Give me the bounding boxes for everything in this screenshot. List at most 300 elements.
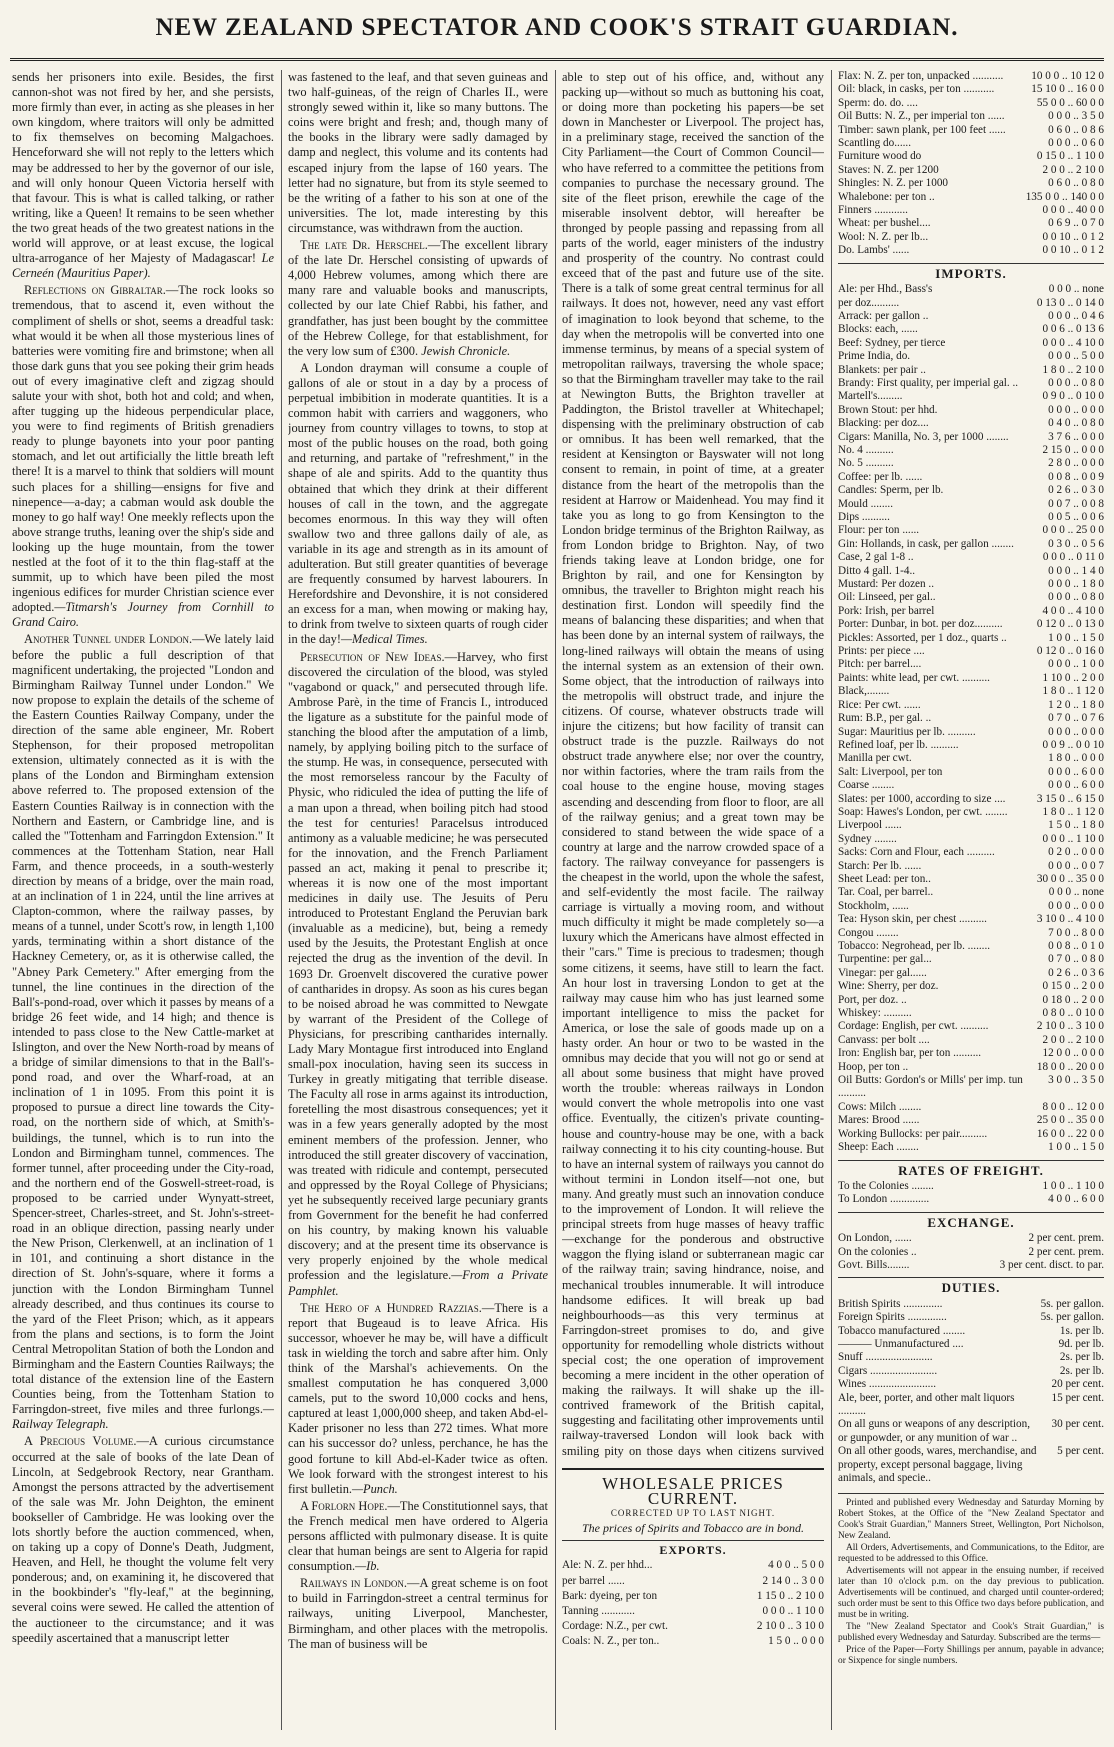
price-row	[838, 739, 1104, 752]
price-item: Vinegar: per gal......	[838, 966, 927, 979]
freight-heading: RATES OF FREIGHT.	[838, 1160, 1104, 1177]
price-row	[838, 1074, 1104, 1101]
masthead-rule	[10, 58, 1104, 61]
price-row	[838, 1141, 1104, 1154]
article-paragraph: was fastened to the leaf, and that seven guineas and two half-guineas, of the reign of Charles II., were strongly sewed within it, like so many buttons. The coins were bright and fresh; and, though many of the books in the library were sadly damaged by damp and neglect, this volume and its contents had escaped injury from the lapse of 160 years. The letter had no signature, but from its style seemed to be the writing of a father to his son at one of the universities. The lot, made interesting by this circumstance, was withdrawn from the auction.	[288, 70, 548, 235]
price-item: Pickles: Assorted, per 1 doz., quarts ..	[838, 631, 1007, 644]
price-item: Sugar: Mauritius per lb. ..........	[838, 725, 976, 738]
price-item: Martell's.........	[838, 390, 903, 403]
price-row	[838, 498, 1104, 511]
price-row	[838, 833, 1104, 846]
price-value: 1 8 0 .. 1 12 0	[1042, 805, 1104, 818]
article-source: —From a Private Pamphlet.	[288, 1268, 548, 1298]
price-item: Candles: Sperm, per lb.	[838, 484, 944, 497]
price-item: Turpentine: per gal...	[838, 953, 932, 966]
price-item: Prime India, do.	[838, 350, 911, 363]
price-value: 2 15 0 .. 0 0 0	[1042, 443, 1104, 456]
price-row	[838, 364, 1104, 377]
price-row	[838, 323, 1104, 336]
price-value: 0 0 0 .. 0 8 0	[1048, 591, 1104, 604]
price-item: Ale, beer, porter, and other malt liquors ..........	[838, 1391, 1015, 1417]
price-value: 1 10 0 .. 2 0 0	[1042, 671, 1104, 684]
imprint-line: Printed and published every Wednesday and Saturday Morning by Robert Stokes, at the Office of the "New Zealand Spectator and Cook's Strait Guardian," Manners Street, Wellington, Port Nicholson, New Zealand.	[838, 1498, 1104, 1542]
price-value: 1s. per lb.	[1059, 1324, 1104, 1337]
price-row	[838, 1232, 1104, 1245]
price-row	[838, 110, 1104, 123]
article-heading: The Hero of a Hundred Razzias.	[300, 1300, 482, 1315]
price-value: 0 0 0 .. 0 8 0	[1048, 376, 1104, 389]
price-value: 15 10 0 .. 16 0 0	[1031, 83, 1104, 96]
price-item: Refined loaf, per lb. ..........	[838, 738, 959, 751]
price-value: 10 0 0 .. 10 12 0	[1031, 70, 1104, 82]
price-row	[838, 605, 1104, 618]
price-item: Sacks: Corn and Flour, each ..........	[838, 846, 995, 859]
price-value: 0 6 0 .. 0 8 0	[1048, 177, 1104, 190]
price-row	[838, 900, 1104, 913]
price-item: Beef: Sydney, per tierce	[838, 336, 946, 349]
price-row	[838, 217, 1104, 230]
price-row	[838, 1338, 1104, 1351]
price-row	[838, 390, 1104, 403]
price-item: Foreign Spirits ..............	[838, 1311, 947, 1324]
price-value: 0 0 0 .. 0 0 7	[1048, 859, 1104, 872]
price-value: 3 15 0 .. 6 15 0	[1036, 792, 1104, 805]
railway-article-wrap	[562, 70, 824, 1460]
price-value: 0 7 0 .. 0 8 0	[1048, 953, 1104, 966]
price-value: 0 0 10 .. 0 1 2	[1042, 230, 1104, 243]
price-row	[838, 1007, 1104, 1020]
price-row	[838, 779, 1104, 792]
price-item: Bark: dyeing, per ton	[562, 1589, 658, 1602]
price-row	[838, 1193, 1104, 1206]
price-value: 0 6 0 .. 0 8 6	[1048, 123, 1104, 136]
price-item: Sperm: do. do. ....	[838, 96, 918, 109]
price-value: 55 0 0 .. 60 0 0	[1036, 96, 1104, 109]
price-row	[838, 980, 1104, 993]
price-value: 4 0 0 .. 4 10 0	[1042, 604, 1104, 617]
price-row	[838, 1365, 1104, 1378]
price-item: Rice: Per cwt. ......	[838, 698, 921, 711]
price-row	[838, 70, 1104, 83]
price-row	[838, 726, 1104, 739]
price-value: 5 per cent.	[1057, 1445, 1104, 1458]
article-paragraph: able to step out of his office, and, without any packing up—without so much as buttoning his coat, or doing more than pocketing his papers—be set down in Manchester or Liverpool. The project has, in a preliminary stage, received the sanction of the City Parliament—the Court of Common Council—who have referred to a committee the petitions from companies to purchase the necessary ground. The site of the fleet prison, erewhile the cage of the miserable insolvent debtor, will hereafter be thronged by people passing and repassing from all parts of the world, eager ministers of the industry and prosperity of the country. No contrast could exceed that of the past and future use of the site. There is a talk of some great central terminus for all railways. It does not, however, need any vast effort of imagination to look beyond that scheme, to the day when the metropolis will be converted into one immense terminus, by means of a special system of metropolitan railways, traversing the whole space; so that the Birmingham traveller may take to the rail at Newington Butts, the Brighton traveller at Paddington, the Bristol traveller at Whitechapel; dispensing with the preliminary obstruction of cab or omnibus. It has been well remarked, that the resident at Kensington or Bayswater will not long consent to remain, in point of time, at a greater distance from the heart of the metropolis than the resident at Harrow or Maidenhead. You may find it take you as long to go from Kensington to the London bridge terminus of the Brighton Railway, as from London bridge to Brighton. Nay, of two friends taking leave at London bridge, one for Brighton by rail, and one for Kensington by omnibus, the traveller to Brighton might reach his destination first. London will speedily find the means of balancing these disparities; and when that has been done by an internal system of railways, the long-lined railways will obtain the means of using the internal system as an extension of their own. Some object, that the introduction of railways into the metropolis will obstruct trade, and injure the citizens. Of course, whatever obstructs trade will injure the citizens; but how facility of transit can obstruct trade is the puzzle. Railways do not obstruct trade anywhere else; nor over the country, nor within factories, where the tram rails from the coal house to the engine house, moving stages ascending and descending from floor to floor, are all of the railway genius; and a great town may be considered to stand between the wide space of a country at large and the narrow crowded space of a factory. The railway conveyance for passengers is the cheapest in the world, upon the whole the safest, and self-evidently the most facile. The railway carriage is virtually a moving room, and without much difficulty it might be made completely so—a luxury which the Americans have almost effected in their "cars." Time is precious to tradesmen; though some citizens, it seems, have still to learn the fact. An hour lost in traversing London to get at the railway may cause him who has just learned some important intelligence to miss the packet for America, or lose the sale of goods made up on a hasty order. An hour or two to be wasted in the omnibus may decide that you will not go or send at all about some business that might have proved worth the trouble: whereas railways in London would convert the whole metropolis into one vast office. Eventually, the citizen's private counting-house and country-house may be one, with a back railway connecting it to his city counting-house. But to have an internal system of railways you cannot do without termini in London itself—not one, but many. And greatly must such an innovation conduce to the improvement of London. It will relieve the principal streets from huge masses of heavy traffic—exchange for the ponderous and obstructive waggon the flying island or subterranean magic car of the railway train; saving hindrance, noise, and mechanical troubles innumerable. It will introduce handsome edifices. It will break up bad neighbourhoods—as this very terminus at Farringdon-street promises to do, and give opportunity for remodelling whole districts without special cost; the one operation of improvement becoming a mere incident in the other operation of making the railways. It will shake up the ill-contrived framework of the British capital, suggesting and facilitating other improvements until railway-traversed London will look back with smiling pity on those days when citizens survived	[562, 70, 824, 1458]
price-item: Furniture wood do	[838, 150, 922, 163]
price-value: 30 0 0 .. 35 0 0	[1036, 872, 1104, 885]
price-row	[838, 150, 1104, 163]
price-row	[838, 766, 1104, 779]
price-row	[838, 793, 1104, 806]
price-item: Flour: per ton ......	[838, 524, 920, 537]
price-item: Flax: N. Z. per ton, unpacked ...........	[838, 70, 1004, 82]
price-item: Arrack: per gallon ..	[838, 309, 929, 322]
price-item: Finners ............	[838, 204, 908, 217]
price-row	[838, 940, 1104, 953]
price-row	[838, 191, 1104, 204]
price-item: Timber: sawn plank, per 100 feet ......	[838, 123, 1006, 136]
price-item: Porter: Dunbar, in bot. per doz..........	[838, 618, 1003, 631]
price-item: per barrel ......	[562, 1574, 625, 1587]
price-value: 0 9 0 .. 0 10 0	[1042, 390, 1104, 403]
article-heading: Railways in London.	[300, 1576, 408, 1591]
price-value: 0 0 7 .. 0 0 8	[1048, 497, 1104, 510]
price-item: Port, per doz. ..	[838, 993, 907, 1006]
price-row	[838, 672, 1104, 685]
price-row	[838, 632, 1104, 645]
price-item: Blacking: per doz....	[838, 417, 929, 430]
price-item: Tea: Hyson skin, per chest ..........	[838, 913, 987, 926]
price-item: Gin: Hollands, in cask, per gallon ........	[838, 537, 1014, 550]
price-row	[562, 1574, 824, 1589]
price-value: 135 0 0 .. 140 0 0	[1025, 190, 1104, 203]
price-value: 1 0 0 .. 1 5 0	[1048, 1141, 1104, 1154]
price-item: Wine: Sherry, per doz.	[838, 980, 939, 993]
price-row	[838, 337, 1104, 350]
price-item: Cordage: N.Z., per cwt.	[562, 1619, 668, 1632]
price-row	[838, 927, 1104, 940]
price-value: 9d. per lb.	[1058, 1337, 1104, 1350]
price-row	[838, 1246, 1104, 1259]
imprint	[838, 1493, 1104, 1667]
price-value: 0 0 0 .. 4 10 0	[1042, 336, 1104, 349]
price-item: Ditto 4 gall. 1-4..	[838, 564, 916, 577]
price-item: Coffee: per lb. ......	[838, 470, 923, 483]
article-source: Le Cerneén (Mauritius Paper).	[12, 251, 274, 281]
price-row	[838, 350, 1104, 363]
price-value: 1 5 0 .. 1 8 0	[1048, 819, 1104, 832]
price-item: Snuff ........................	[838, 1351, 933, 1364]
freight-table	[838, 1180, 1104, 1207]
price-value: 2s. per lb.	[1059, 1351, 1104, 1364]
article-heading: The late Dr. Herschel.	[300, 238, 428, 253]
price-item: ——— Unmanufactured ....	[838, 1337, 964, 1350]
price-value: 0 0 0 .. none	[1048, 283, 1104, 296]
price-row	[838, 1418, 1104, 1445]
price-row	[838, 873, 1104, 886]
price-row	[838, 231, 1104, 244]
article-paragraph: sends her prisoners into exile. Besides, the first cannon-shot was not fired by her, and she persists, more firmly than ever, in acting as she pleases in her own kingdom, where traitors will only be admitted to fix themselves on becoming Malgachoes. Henceforward she will not reply to the letters which may be addressed to her by the governor of our isle, and will only honour Queen Victoria herself with that favour. This is what is called talking, or rather writing, like a Queen! It remains to be seen whether the two great heads of the two greatest nations in the world will approve, or at least excuse, the logical ultra-arrogance of her Majesty of Madagascar! Le Cerneén (Mauritius Paper).	[12, 70, 274, 281]
article-forlorn-hope: A Forlorn Hope.—The Constitutionnel says, that the French medical men have ordered to Algeria persons afflicted with pulmonary disease. It is quite clear that human beings are sent to Algeria for rapid consumption.—Ib.	[288, 1498, 548, 1574]
price-item: Whiskey: ..........	[838, 1007, 912, 1020]
price-row	[838, 953, 1104, 966]
price-row	[838, 846, 1104, 859]
price-value: 1 0 0 .. 1 5 0	[1048, 631, 1104, 644]
price-value: 0 0 0 .. 1 10 0	[762, 1604, 824, 1617]
price-item: Congou ........	[838, 926, 899, 939]
price-value: 2s. per lb.	[1059, 1364, 1104, 1377]
price-item: On all other goods, wares, merchandise, and property, except personal baggage, living animals, and specie..	[838, 1445, 1037, 1485]
price-value: 0 0 8 .. 0 0 9	[1048, 470, 1104, 483]
price-value: 0 0 0 .. 6 0 0	[1048, 765, 1104, 778]
price-row	[838, 83, 1104, 96]
price-value: 0 13 0 .. 0 14 0	[1036, 296, 1104, 309]
price-row	[838, 658, 1104, 671]
price-item: Working Bullocks: per pair..........	[838, 1127, 988, 1140]
price-row	[562, 1634, 824, 1649]
wholesale-prices-title: WHOLESALE PRICES CURRENT.	[562, 1468, 824, 1506]
price-row	[838, 645, 1104, 658]
imports-table	[838, 283, 1104, 1154]
price-row	[838, 310, 1104, 323]
price-value: 1 15 0 .. 2 10 0	[756, 1589, 824, 1602]
price-item: Salt: Liverpool, per ton	[838, 765, 943, 778]
price-value: 0 0 0 .. none	[1048, 886, 1104, 899]
price-value: 0 0 5 .. 0 0 6	[1048, 511, 1104, 523]
price-value: 16 0 0 .. 22 0 0	[1036, 1127, 1104, 1140]
price-row	[562, 1589, 824, 1604]
price-item: Black,........	[838, 685, 890, 698]
price-item: Brown Stout: per hhd.	[838, 403, 938, 416]
price-row	[838, 1020, 1104, 1033]
price-row	[838, 712, 1104, 725]
price-row	[838, 591, 1104, 604]
price-item: Tobacco: Negrohead, per lb. ........	[838, 940, 991, 952]
price-item: Tanning ............	[562, 1604, 635, 1617]
duties-table	[838, 1298, 1104, 1486]
price-value: 3 10 0 .. 4 10 0	[1036, 913, 1104, 926]
price-item: No. 4 ..........	[838, 443, 894, 456]
price-value: 0 0 0 .. 5 0 0	[1048, 350, 1104, 363]
article-heading: Another Tunnel under London.	[24, 632, 193, 647]
price-row	[838, 806, 1104, 819]
price-row	[838, 1351, 1104, 1364]
price-row	[838, 124, 1104, 137]
price-row	[562, 1558, 824, 1573]
price-item: On the colonies ..	[838, 1245, 917, 1258]
price-value: 0 0 0 .. 0 6 0	[1048, 137, 1104, 150]
price-value: 4 0 0 .. 5 0 0	[768, 1559, 824, 1572]
price-item: Blocks: each, ......	[838, 323, 918, 336]
price-value: 0 0 0 .. 1 10 0	[1042, 832, 1104, 845]
price-row	[838, 377, 1104, 390]
price-value: 0 8 0 .. 0 10 0	[1042, 1007, 1104, 1020]
price-value: 2 10 0 .. 3 10 0	[756, 1619, 824, 1632]
imprint-line: Advertisements will not appear in the ensuing number, if received later than 10 o'clock p.m. on the day previous to publication. Advertisements will be continued, and charged until counter-ordered; such order must be sent to this Office two days before publication, and must be in writing.	[838, 1566, 1104, 1621]
price-value: 0 0 8 .. 0 1 0	[1048, 940, 1104, 952]
price-value: 8 0 0 .. 12 0 0	[1042, 1100, 1104, 1113]
exchange-table	[838, 1232, 1104, 1272]
price-item: Stockholm, ......	[838, 899, 909, 912]
column-2	[288, 70, 548, 1730]
price-row	[838, 967, 1104, 980]
price-item: Tar. Coal, per barrel..	[838, 886, 934, 899]
price-value: 0 0 0 .. 25 0 0	[1042, 524, 1104, 537]
price-value: 0 6 9 .. 0 7 0	[1048, 217, 1104, 230]
price-item: Case, 2 gal 1-8 ..	[838, 551, 914, 564]
price-value: 3 7 6 .. 0 0 0	[1048, 430, 1104, 443]
price-item: Manilla per cwt.	[838, 752, 912, 765]
price-item: Whalebone: per ton ..	[838, 190, 935, 203]
price-value: 0 15 0 .. 2 0 0	[1042, 980, 1104, 993]
price-row	[838, 444, 1104, 457]
price-item: Sheet Lead: per ton..	[838, 872, 931, 885]
price-item: Mustard: Per dozen ..	[838, 578, 935, 591]
price-row	[838, 699, 1104, 712]
price-row	[838, 1392, 1104, 1419]
price-item: Cigars: Manilla, No. 3, per 1000 ........	[838, 430, 1009, 443]
price-row	[838, 685, 1104, 698]
price-item: Wool: N. Z. per lb...	[838, 230, 929, 243]
price-row	[838, 1259, 1104, 1272]
wholesale-prices-subtitle: CORRECTED UP TO LAST NIGHT.	[610, 1508, 776, 1519]
price-item: Wines ........................	[838, 1378, 937, 1391]
article-heading: Persecution of New Ideas.	[300, 649, 445, 664]
price-item: Coals: N. Z., per ton..	[562, 1634, 660, 1647]
price-value: 0 0 0 .. 0 0 0	[1048, 403, 1104, 416]
price-value: 0 0 0 .. 0 11 0	[1042, 551, 1104, 564]
article-persecution: Persecution of New Ideas.—Harvey, who first discovered the circulation of the blood, was styled "vagabond or quack," and persecuted through life. Ambrose Parè, in the time of Francis I., introduced the ligature as a substitute for the painful mode of stanching the blood after the amputation of a limb, namely, by applying boiling pitch to the surface of the stump. He was, in consequence, persecuted with the most remorseless rancour by the Faculty of Physic, who ridiculed the idea of putting the life of a man upon a thread, when boiling pitch had stood the test for centuries! Paracelsus introduced antimony as a valuable medicine; he was persecuted for the innovation, and the French Parliament passed an act, making it penal to prescribe it; whereas it is now one of the most important medicines in daily use. The Jesuits of Peru introduced to Protestant England the Peruvian bark (invaluable as a medicine), but, being a remedy used by the Jesuits, the Protestant English at once rejected the drug as the invention of the devil. In 1693 Dr. Groenvelt discovered the curative power of cantharides in dropsy. As soon as his cures began to be noised abroad he was committed to Newgate by warrant of the President of the College of Physicians, for prescribing cantharides internally. Lady Mary Montague first introduced into England small-pox inoculation, having seen its success in Turkey in greatly mitigating that terrible disease. The Faculty all rose in arms against its introduction, foretelling the most disastrous consequences; yet it was in a few years generally adopted by the most eminent members of the profession. Jenner, who introduced the still greater discovery of vaccination, was treated with ridicule and contempt, persecuted and oppressed by the Royal College of Physicians; yet he subsequently received large pecuniary grants from Government for the benefit he had conferred on his country, by making known his valuable discovery; and at the present time its observance is very properly enjoined by the whole medical profession and the legislature.—From a Private Pamphlet.	[288, 649, 548, 1298]
price-value: 18 0 0 .. 20 0 0	[1036, 1060, 1104, 1073]
price-value: 1 5 0 .. 0 0 0	[768, 1634, 824, 1647]
price-value: 0 12 0 .. 0 13 0	[1036, 618, 1104, 631]
price-item: Mould ........	[838, 497, 894, 510]
column-4	[838, 70, 1104, 1730]
price-item: Iron: English bar, per ton ..........	[838, 1047, 982, 1060]
price-row	[838, 297, 1104, 310]
price-item: Scantling do......	[838, 137, 912, 150]
price-item: On London, ......	[838, 1232, 912, 1245]
price-row	[838, 551, 1104, 564]
article-herschel: The late Dr. Herschel.—The excellent library of the late Dr. Herschel consisting of upwards of 4,000 Hebrew volumes, among which there are many rare and valuable books and manuscripts, collected by our late Chief Rabbi, his father, and grandfather, has just been bought by the committee of the Hebrew College, for that establishment, for the very low sum of £300. Jewish Chronicle.	[288, 238, 548, 358]
price-value: 0 0 6 .. 0 13 6	[1042, 323, 1104, 336]
price-item: Do. Lambs' ......	[838, 244, 910, 257]
price-value: 15 per cent.	[1051, 1391, 1104, 1404]
price-value: 4 0 0 .. 6 0 0	[1048, 1193, 1104, 1206]
price-row	[838, 618, 1104, 631]
price-value: 0 0 10 .. 0 1 2	[1042, 244, 1104, 257]
price-value: 0 7 0 .. 0 7 6	[1048, 712, 1104, 725]
price-item: To London ..............	[838, 1193, 930, 1206]
price-value: 0 18 0 .. 2 0 0	[1042, 993, 1104, 1006]
price-item: Pitch: per barrel....	[838, 658, 922, 671]
price-value: 0 0 0 .. 1 8 0	[1048, 578, 1104, 591]
price-item: Oil Butts: N. Z., per imperial ton ......	[838, 110, 1005, 123]
price-item: On all guns or weapons of any description, or gunpowder, or any munition of war ..	[838, 1418, 1031, 1444]
price-item: Ale: N. Z. per hhd...	[562, 1559, 653, 1572]
price-value: 0 4 0 .. 0 8 0	[1048, 417, 1104, 430]
price-item: Coarse ........	[838, 779, 895, 792]
price-item: Canvass: per bolt ....	[838, 1033, 930, 1046]
price-value: 2 0 0 .. 2 10 0	[1042, 1033, 1104, 1046]
price-value: 0 3 0 .. 0 5 6	[1048, 537, 1104, 550]
price-value: 2 10 0 .. 3 10 0	[1036, 1020, 1104, 1033]
price-value: 1 2 0 .. 1 8 0	[1048, 698, 1104, 711]
price-row	[838, 283, 1104, 296]
column-1	[12, 70, 274, 1730]
price-item: Dips ..........	[838, 511, 890, 523]
article-drayman: A London drayman will consume a couple of gallons of ale or stout in a day by a process of perpetual imbibition in moderate quantities. It is a common habit with carriers and waggoners, who journey from country villages to towns, to stop at most of the public houses on the road, both going and returning, and partake of "refreshment," in the shape of ale and spirits. Add to the quantity thus obtained that which they drink at their different houses of call in the town, and the aggregate becomes enormous. In this way they will often swallow two and three gallons daily of ale, as variable in its age and strength as in its amount of adulteration. But still greater quantities of beverage are frequently consumed by harvest labourers. In Herefordshire and Devonshire, it is not considered an excess for a man, when mowing or making hay, to drink from twelve to sixteen quarts of rough cider in the day!—Medical Times.	[288, 360, 548, 647]
article-source: —Ib.	[355, 1559, 380, 1574]
price-value: 2 per cent. prem.	[1028, 1232, 1104, 1245]
column-divider	[281, 70, 282, 1730]
price-row	[838, 484, 1104, 497]
price-value: 0 0 0 .. 40 0 0	[1042, 204, 1104, 217]
article-heading: Reflections on Gibraltar.	[24, 283, 166, 298]
price-item: No. 5 ..........	[838, 457, 894, 470]
price-row	[838, 1325, 1104, 1338]
price-row	[838, 1180, 1104, 1193]
price-value: 0 2 6 .. 0 3 0	[1048, 484, 1104, 497]
price-item: Blankets: per pair ..	[838, 363, 926, 376]
price-row	[838, 994, 1104, 1007]
price-value: 2 per cent. prem.	[1028, 1245, 1104, 1258]
price-value: 1 0 0 .. 1 10 0	[1042, 1179, 1104, 1192]
exchange-heading: EXCHANGE.	[838, 1212, 1104, 1229]
price-row	[838, 97, 1104, 110]
wholesale-prices-note: The prices of Spirits and Tobacco are in bond.	[581, 1521, 805, 1536]
price-row	[838, 1445, 1104, 1485]
price-item: Shingles: N. Z. per 1000	[838, 177, 949, 190]
price-row	[838, 204, 1104, 217]
price-item: Brandy: First quality, per imperial gal. ..	[838, 376, 1019, 389]
price-value: 2 0 0 .. 2 10 0	[1042, 163, 1104, 176]
price-value: 0 0 0 .. 0 4 6	[1048, 309, 1104, 322]
price-value: 5s. per gallon.	[1040, 1297, 1104, 1310]
price-item: Wheat: per bushel....	[838, 217, 931, 230]
price-value: 30 per cent.	[1051, 1418, 1104, 1431]
imports-heading: IMPORTS.	[838, 263, 1104, 280]
price-row	[838, 524, 1104, 537]
price-item: Paints: white lead, per cwt. ..........	[838, 671, 990, 684]
price-row	[838, 244, 1104, 257]
price-item: To the Colonies ........	[838, 1179, 934, 1192]
price-value: 7 0 0 .. 8 0 0	[1048, 926, 1104, 939]
price-row	[838, 578, 1104, 591]
column-divider	[555, 70, 556, 1730]
price-row	[838, 886, 1104, 899]
price-value: 1 8 0 .. 2 10 0	[1042, 363, 1104, 376]
price-value: 12 0 0 .. 0 0 0	[1042, 1047, 1104, 1060]
price-row	[838, 565, 1104, 578]
price-value: 0 2 6 .. 0 3 6	[1048, 966, 1104, 979]
price-value: 0 0 0 .. 1 4 0	[1048, 564, 1104, 577]
price-value: 0 15 0 .. 1 10 0	[1036, 150, 1104, 163]
price-row	[838, 177, 1104, 190]
price-value: 0 0 0 .. 1 0 0	[1048, 658, 1104, 671]
price-row	[838, 913, 1104, 926]
price-value: 0 0 0 .. 6 0 0	[1048, 779, 1104, 792]
price-row	[838, 1061, 1104, 1074]
price-value: 1 8 0 .. 0 0 0	[1048, 752, 1104, 765]
price-row	[838, 1298, 1104, 1311]
article-source: —Titmarsh's Journey from Cornhill to Grand Cairo.	[12, 600, 274, 630]
price-row	[838, 1114, 1104, 1127]
price-row	[838, 164, 1104, 177]
price-item: Cigars ........................	[838, 1364, 938, 1377]
price-item: Tobacco manufactured ........	[838, 1324, 966, 1337]
price-item: Rum: B.P., per gal. ..	[838, 712, 932, 725]
price-item: Pork: Irish, per barrel	[838, 604, 935, 617]
price-row	[838, 1378, 1104, 1391]
price-value: 25 0 0 .. 35 0 0	[1036, 1114, 1104, 1127]
price-item: Mares: Brood ......	[838, 1114, 920, 1127]
price-value: 0 0 9 .. 0 0 10	[1042, 738, 1104, 751]
price-value: 3 per cent. disct. to par.	[999, 1258, 1104, 1271]
column-divider	[831, 70, 832, 1730]
price-item: Oil Butts: Gordon's or Mills' per imp. tun ..........	[838, 1074, 1023, 1100]
price-item: British Spirits ..............	[838, 1297, 943, 1310]
price-item: Oil: black, in casks, per ton ...........	[838, 83, 995, 96]
price-row	[838, 1311, 1104, 1324]
column-3	[562, 70, 824, 1730]
price-item: Starch: Per lb. ......	[838, 859, 922, 872]
article-heading: A Forlorn Hope.	[300, 1498, 388, 1513]
duties-heading: DUTIES.	[838, 1277, 1104, 1294]
top-prices-table	[838, 70, 1104, 258]
price-value: 0 0 0 .. 0 0 0	[1048, 725, 1104, 738]
article-tunnel: Another Tunnel under London.—We lately laid before the public a full description of that magnificent undertaking, the projected "London and Birmingham Railway Tunnel under London." We now propose to explain the details of the scheme of the Eastern Counties Railway Company, under the direction of the same able engineer, Mr. Robert Stephenson, for their proposed metropolitan extension, ultimately connected as it is with the plans of the London and Birmingham extension above referred to. The proposed extension of the Eastern Counties Railway is in connection with the Northern and Eastern, or Cambridge line, and is called the "Tottenham and Farringdon Extension." It commences at the Tottenham Station, near Hall Farm, and thence proceeds, in a south-westerly direction by means of a bridge, over the main road, at an inclination of 1 in 224, until the line arrives at Clapton-common, where the railway passes, by means of a tunnel, under Scott's row, in length 1,100 yards, terminating within a short distance of the Hackney Cemetery, or, as it is otherwise called, the "Abney Park Cemetery." After emerging from the tunnel, the line continues in the direction of the Ball's-pond-road, over which it passes by means of a bridge 26 feet wide, and 14 high; and thence is intended to pass close to the New Cattle-market at Islington, and over the New North-road by means of a bridge of similar dimensions to that in the Ball's-pond road, and over the Wharf-road, at an inclination of 1 in 1095. From this point it is proposed to pursue a direct line towards the City-road, on the northern side of which, at Smith's-buildings, the tunnel, which is to run into the London and Birmingham tunnel, commences. The former tunnel, after proceeding under the City-road, and the northern end of the Goswell-street-road, is proposed to be carried under Wynyatt-street, Spencer-street, Charles-street, and St. John's-street-road in an oblique direction, passing nearly under the New Prison, Clerkenwell, at an inclination of 1 in 101, and continuing a short distance in the direction of St. John's-square, where it forms a junction with the London Birmingham Tunnel already described, and thus continues its course to the yard of the Fleet Prison; which, as it appears from the plans and sections, is to form the Joint Central Metropolitan Station of both the London and Birmingham and the Eastern Counties Railways; the total distance of the extension line of the Eastern Counties being, from the Tottenham Station to Farringdon-street, five miles and three furlongs.—Railway Telegraph.	[12, 632, 274, 1432]
article-razzias: The Hero of a Hundred Razzias.—There is a report that Bugeaud is to leave Africa. His successor, whoever he may be, will have a difficult task in wielding the torch and sabre after him. Only think of the Marshal's achievements. On the smallest computation he has conquered 3,000 camels, put to the sword 10,000 cocks and hens, captured at least 1,000,000 sheep, and taken Abd-el-Kader prisoner no less than 272 times. What more can his successor do? unless, perchance, he has the good fortune to kill Abd-el-Kader twice as often. We look forward with the strongest interest to his first bulletin.—Punch.	[288, 1300, 548, 1496]
